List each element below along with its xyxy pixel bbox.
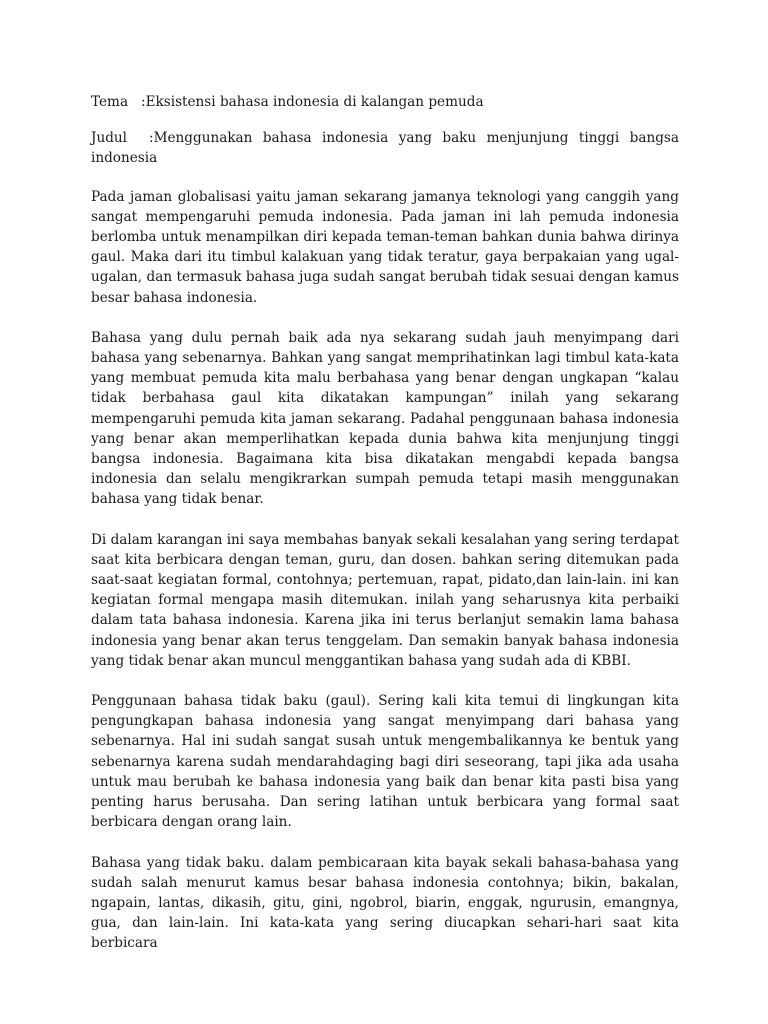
judul-label: Judul (91, 130, 128, 147)
judul-value: :Menggunakan bahasa indonesia yang baku menjunjung tinggi bangsa indonesia (91, 130, 679, 167)
tema-label: Tema (91, 94, 129, 110)
paragraph-1: Pada jaman globalisasi yaitu jaman sekarang jamanya teknologi yang canggih yang sangat mempengaruhi pemuda indonesia. Pada jaman ini lah pemuda indonesia berlomba untuk menampilkan diri kepada teman-teman bahkan dunia bahwa dirinya gaul. Maka dari itu timbul kalakuan yang tidak teratur, gaya berpakaian yang ugal-ugalan, dan termasuk bahasa juga sudah sangat berubah tidak sesuai dengan kamus besar bahasa indonesia. (91, 188, 679, 306)
tema-line (91, 92, 679, 112)
paragraph-2: Bahasa yang dulu pernah baik ada nya sekarang sudah jauh menyimpang dari bahasa yang sebenarnya. Bahkan yang sangat memprihatinkan lagi timbul kata-kata yang membuat pemuda kita malu berbahasa yang benar dengan ungkapan “kalau tidak berbahasa gaul kita dikatakan kampungan” inilah yang sekarang mempengaruhi pemuda kita jaman sekarang. Padahal penggunaan bahasa indonesia yang benar akan memperlihatkan kepada dunia bahwa kita menjunjung tinggi bangsa indonesia. Bagaimana kita bisa dikatakan mengabdi kepada bangsa indonesia dan selalu mengikrarkan sumpah pemuda tetapi masih menggunakan bahasa yang tidak benar. (91, 329, 679, 508)
tema-value: :Eksistensi bahasa indonesia di kalangan pemuda (141, 94, 484, 110)
document-page (91, 92, 679, 954)
paragraph-3: Di dalam karangan ini saya membahas banyak sekali kesalahan yang sering terdapat saat kita berbicara dengan teman, guru, dan dosen. bahkan sering ditemukan pada saat-saat kegiatan formal, contohnya; pertemuan, rapat, pidato,dan lain-lain. ini kan kegiatan formal mengapa masih ditemukan. inilah yang seharusnya kita perbaiki dalam tata bahasa indonesia. Karena jika ini terus berlanjut semakin lama bahasa indonesia yang benar akan terus tenggelam. Dan semakin banyak bahasa indonesia yang tidak benar akan muncul menggantikan bahasa yang sudah ada di KBBI. (91, 531, 679, 669)
paragraph-4: Penggunaan bahasa tidak baku (gaul). Sering kali kita temui di lingkungan kita pengungkapan bahasa indonesia yang sangat menyimpang dari bahasa yang sebenarnya. Hal ini sudah sangat susah untuk mengembalikannya ke bentuk yang sebenarnya karena sudah mendarahdaging bagi diri seseorang, tapi jika ada usaha untuk mau berubah ke bahasa indonesia yang baik dan benar kita pasti bisa yang penting harus berusaha. Dan sering latihan untuk berbicara yang formal saat berbicara dengan orang lain. (91, 693, 679, 831)
paragraph-5: Bahasa yang tidak baku. dalam pembicaraan kita bayak sekali bahasa-bahasa yang sudah salah menurut kamus besar bahasa indonesia contohnya; bikin, bakalan, ngapain, lantas, dikasih, gitu, gini, ngobrol, biarin, enggak, ngurusin, emangnya, gua, dan lain-lain. Ini kata-kata yang sering diucapkan sehari-hari saat kita berbicara (91, 854, 679, 952)
judul-line (91, 128, 679, 168)
